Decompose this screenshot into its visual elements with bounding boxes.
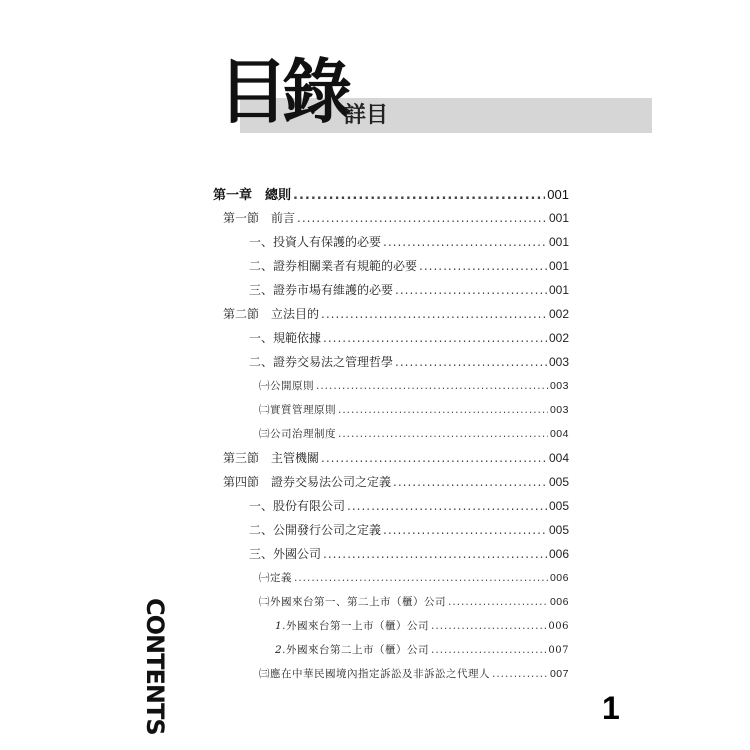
toc-entry-label: 第四節 證券交易法公司之定義 [223,475,392,489]
toc-entry-label-wrap [275,615,429,637]
dot-leader [338,423,548,445]
toc-entry-label: 一、股份有限公司 [249,499,346,513]
toc-subitem[interactable] [259,423,569,445]
page-title: 目錄 [218,50,346,133]
toc-page-number: 005 [548,499,569,513]
toc-entry-label: ㈢應在中華民國境內指定訴訟及非訴訟之代理人 [259,668,490,680]
dot-leader [431,639,546,661]
toc-entry-label: ㈠公開原則 [259,380,314,392]
toc-page-number: 006 [549,596,569,608]
dot-leader [383,231,547,253]
toc-page-number: 002 [548,307,569,321]
contents-side-label: CONTENTS [141,598,169,735]
toc-page-number: 005 [548,523,569,537]
toc-section-3[interactable] [223,447,569,469]
toc-page-number: 001 [547,187,569,202]
dot-leader [293,185,545,207]
toc-page-number: 001 [548,259,569,273]
toc-entry-label: ㈡外國來台第一、第二上市（櫃）公司 [259,596,446,608]
toc-entry-label: 一、規範依據 [249,331,322,345]
toc-section-1[interactable] [223,207,569,229]
toc-entry-label: 三、外國公司 [249,547,322,561]
toc-entry-label: 二、證券交易法之管理哲學 [249,355,394,369]
toc-entry-number: 1. [275,620,287,632]
toc-page-number: 001 [548,235,569,249]
dot-leader [383,519,547,541]
toc-item[interactable] [249,255,569,277]
toc-subsubitem[interactable] [275,639,569,661]
toc-page-number: 006 [549,572,569,584]
toc-entry-label: ㈠定義 [259,572,292,584]
dot-leader [347,495,547,517]
toc-page-number: 007 [549,668,569,680]
toc-entry-label-wrap [275,639,429,661]
toc-section-2[interactable] [223,303,569,325]
toc-entry-label: 外國來台第二上市（櫃）公司 [286,644,430,656]
toc-page-number: 003 [548,355,569,369]
toc-chapter-1[interactable] [213,184,569,206]
toc-item[interactable] [249,495,569,517]
toc-entry-label: ㈢公司治理制度 [259,428,336,440]
toc-page-number: 004 [548,451,569,465]
toc-page-number: 002 [548,331,569,345]
dot-leader [419,255,547,277]
dot-leader [431,615,546,637]
dot-leader [321,447,547,469]
toc-entry-label: 第三節 主管機關 [223,451,320,465]
toc-subitem[interactable] [259,567,569,589]
toc-page-number: 003 [549,404,569,416]
toc-subitem[interactable] [259,591,569,613]
dot-leader [492,663,548,685]
toc-item[interactable] [249,327,569,349]
toc-page-number: 004 [549,428,569,440]
toc-page-number: 006 [548,547,569,561]
toc-page-number: 003 [549,380,569,392]
dot-leader [393,471,547,493]
toc-page-number: 005 [548,475,569,489]
toc-entry-label: 三、證券市場有維護的必要 [249,283,394,297]
toc-page-number: 001 [548,283,569,297]
page-number: 1 [602,690,620,726]
dot-leader [323,327,547,349]
toc-item[interactable] [249,231,569,253]
toc-page-number: 007 [548,645,569,656]
toc-entry-label: ㈡實質管理原則 [259,404,336,416]
page-subtitle: 詳目 [344,102,389,128]
toc-entry-label: 一、投資人有保護的必要 [249,235,382,249]
dot-leader [448,591,548,613]
toc-page-number: 001 [548,211,569,225]
toc-subsubitem[interactable] [275,615,569,637]
toc-item[interactable] [249,279,569,301]
toc-subitem[interactable] [259,663,569,685]
toc-entry-label: 二、公開發行公司之定義 [249,523,382,537]
toc-entry-label: 第二節 立法目的 [223,307,320,321]
toc-item[interactable] [249,519,569,541]
toc-entry-number: 2. [275,644,287,656]
dot-leader [316,375,548,397]
toc-subitem[interactable] [259,375,569,397]
toc-entry-label: 第一節 前言 [223,211,296,225]
toc-entry-label: 第一章 總則 [213,188,292,203]
dot-leader [395,351,547,373]
dot-leader [395,279,547,301]
toc-page-number: 006 [548,621,569,632]
toc-entry-label: 二、證券相關業者有規範的必要 [249,259,418,273]
dot-leader [323,543,547,565]
dot-leader [338,399,548,421]
toc-item[interactable] [249,351,569,373]
dot-leader [294,567,548,589]
dot-leader [297,207,547,229]
toc-subitem[interactable] [259,399,569,421]
dot-leader [321,303,547,325]
toc-entry-label: 外國來台第一上市（櫃）公司 [286,620,430,632]
toc-item[interactable] [249,543,569,565]
toc-section-4[interactable] [223,471,569,493]
